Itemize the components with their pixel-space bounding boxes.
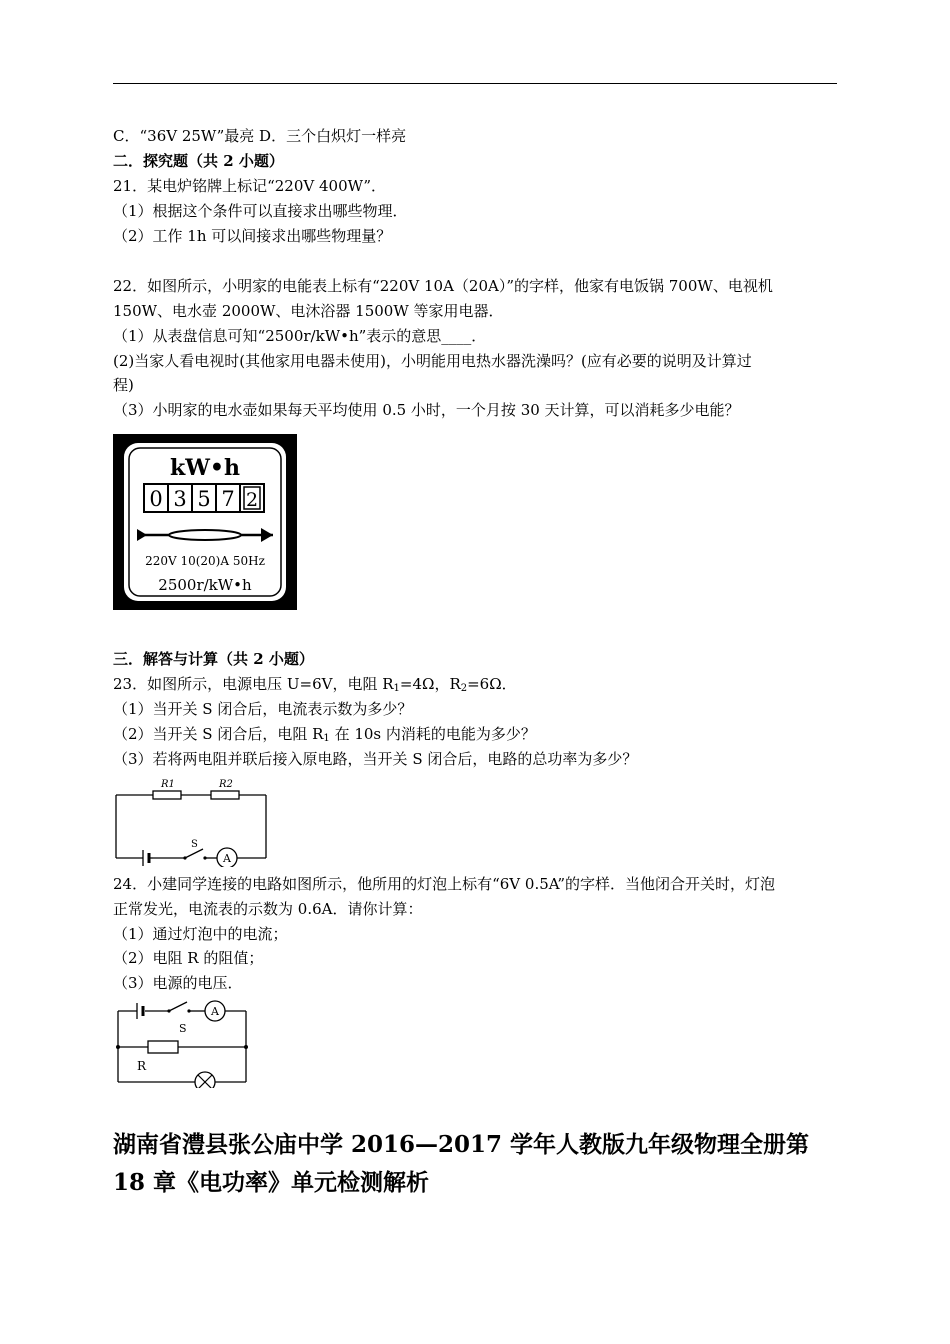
meter-digit: 2 [245,489,259,511]
switch-icon [167,1002,190,1013]
ammeter-label: A [223,852,231,865]
meter-digit: 7 [221,487,235,511]
series-circuit-figure [113,772,273,867]
electric-meter-figure [113,434,297,610]
resistor-r [148,1041,178,1053]
ammeter-label: A [211,1005,219,1018]
switch-label: S [179,1022,187,1035]
q20-options: C．“36V 25W”最亮 D．三个白炽灯一样亮 [113,127,407,145]
resistor-r2 [211,791,239,799]
q21-part1: （1）根据这个条件可以直接求出哪些物理． [113,202,408,220]
q23-part3: （3）若将两电阻并联后接入原电路，当开关 S 闭合后，电路的总功率为多少？ [113,750,638,768]
switch-label: S [191,839,198,850]
section-3-heading: 三．解答与计算（共 2 小题） [113,650,314,668]
solution-title: 湖南省澧县张公庙中学 2016—2017 学年人教版九年级物理全册第 18 章《电功率》单元检测解析 [113,1131,810,1196]
switch-icon [183,849,206,860]
meter-digit-row [144,484,264,512]
q24-part2: （2）电阻 R 的阻值； [113,949,264,967]
lamp-icon [195,1072,215,1088]
meter-digit: 3 [173,487,187,511]
r1-label: R1 [161,779,175,790]
resistor-label: R [137,1059,147,1073]
junction-dot [244,1045,248,1049]
meter-spec: 220V 10(20)A 50Hz [145,554,265,568]
q23-stem: 23．如图所示，电源电压 U=6V，电阻 $R_1=4\Omega$，$R_2=6\Omega$． [113,675,517,694]
q23-part1: （1）当开关 S 闭合后，电流表示数为多少？ [113,700,413,718]
header-rule [113,83,837,84]
meter-unit: kW•h [169,455,241,481]
battery-icon [137,1003,143,1019]
q21-part2: （2）工作 1h 可以间接求出哪些物理量？ [113,227,392,245]
q22-stem-line2: 150W、电水壶 2000W、电沐浴器 1500W 等家用电器． [113,302,504,320]
meter-revolutions: 2500r/kW•h [158,576,252,594]
q22-part1: （1）从表盘信息可知“2500r/kW•h”表示的意思____． [113,327,487,345]
q24-part3: （3）电源的电压． [113,974,243,992]
meter-digit: 0 [149,487,163,511]
q24-stem-line1: 24．小建同学连接的电路如图所示，他所用的灯泡上标有“6V 0.5A”的字样．当他闭合开关时，灯泡 [113,875,776,893]
q24-stem-line2: 正常发光，电流表的示数为 0.6A．请你计算： [113,900,423,918]
q23-part2: （2）当开关 S 闭合后，电阻 $R_1$ 在 10s 内消耗的电能为多少？ [113,725,536,744]
q22-part2-line1: (2)当家人看电视时(其他家用电器未使用)，小明能用电热水器洗澡吗？(应有必要的说明及计算过 [113,352,752,370]
q24-part1: （1）通过灯泡中的电流； [113,925,288,943]
section-2-heading: 二．探究题（共 2 小题） [113,152,284,170]
battery-icon [143,850,153,866]
q22-stem-line1: 22．如图所示，小明家的电能表上标有“220V 10A（20A）”的字样，他家有电饭锅 700W、电视机 [113,277,773,295]
meter-digit: 5 [197,487,211,511]
junction-dot [116,1045,120,1049]
q22-part3: （3）小明家的电水壶如果每天平均使用 0.5 小时，一个月按 30 天计算，可以消耗多少电能？ [113,401,740,419]
q21-stem: 21．某电炉铭牌上标记“220V 400W”． [113,177,386,195]
resistor-r1 [153,791,181,799]
q22-part2-line2: 程) [113,376,134,394]
r2-label: R2 [219,779,233,790]
parallel-circuit-figure [113,996,253,1088]
